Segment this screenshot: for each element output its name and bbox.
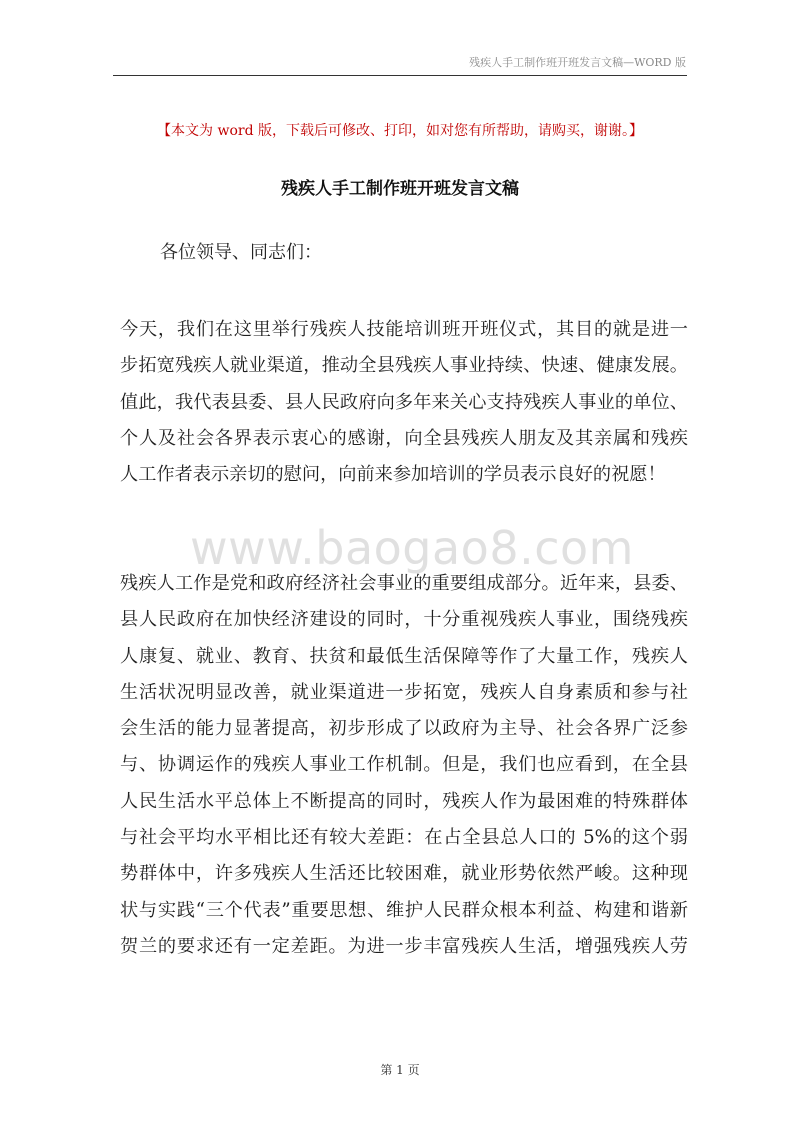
text-line: 人工作者表示亲切的慰问，向前来参加培训的学员表示良好的祝愿！ [120, 464, 666, 486]
header-divider [113, 75, 687, 76]
text-line: 人民生活水平总体上不断提高的同时，残疾人作为最困难的特殊群体 [120, 790, 688, 812]
text-line: 贺兰的要求还有一定差距。为进一步丰富残疾人生活，增强残疾人劳 [120, 935, 688, 957]
text-line: 状与实践“三个代表”重要思想、维护人民群众根本利益、构建和谐新 [120, 899, 688, 921]
text-line: 人康复、就业、教育、扶贫和最低生活保障等作了大量工作，残疾人 [120, 645, 688, 667]
text-line: 势群体中，许多残疾人生活还比较困难，就业形势依然严峻。这种现 [120, 863, 688, 885]
paragraph-2 [120, 566, 688, 965]
text-line: 残疾人工作是党和政府经济社会事业的重要组成部分。近年来，县委、 [120, 573, 688, 594]
text-line: 个人及社会各界表示衷心的感谢，向全县残疾人朋友及其亲属和残疾 [120, 427, 688, 449]
document-title: 残疾人手工制作班开班发言文稿 [281, 179, 519, 199]
text-line: 与社会平均水平相比还有较大差距：在占全县总人口的 5%的这个弱 [120, 827, 688, 849]
text-line: 与、协调运作的残疾人事业工作机制。但是，我们也应看到，在全县 [120, 754, 688, 776]
purchase-notice: 【本文为 word 版，下载后可修改、打印，如对您有所帮助，请购买，谢谢。】 [157, 123, 643, 139]
salutation: 各位领导、同志们： [160, 242, 322, 263]
text-line: 会生活的能力显著提高，初步形成了以政府为主导、社会各界广泛参 [120, 718, 688, 740]
text-line: 值此，我代表县委、县人民政府向多年来关心支持残疾人事业的单位、 [120, 391, 688, 413]
text-line: 今天，我们在这里举行残疾人技能培训班开班仪式，其目的就是进一 [120, 319, 688, 340]
text-line: 县人民政府在加快经济建设的同时，十分重视残疾人事业，围绕残疾 [120, 609, 688, 631]
running-header: 残疾人手工制作班开班发言文稿—WORD 版 [469, 56, 686, 69]
paragraph-1 [120, 312, 688, 493]
text-line: 生活状况明显改善，就业渠道进一步拓宽，残疾人自身素质和参与社 [120, 681, 688, 703]
watermark: www.baogao8.com [190, 521, 634, 575]
page-number: 第 1 页 [380, 1063, 420, 1077]
text-line: 步拓宽残疾人就业渠道，推动全县残疾人事业持续、快速、健康发展。 [120, 355, 688, 377]
